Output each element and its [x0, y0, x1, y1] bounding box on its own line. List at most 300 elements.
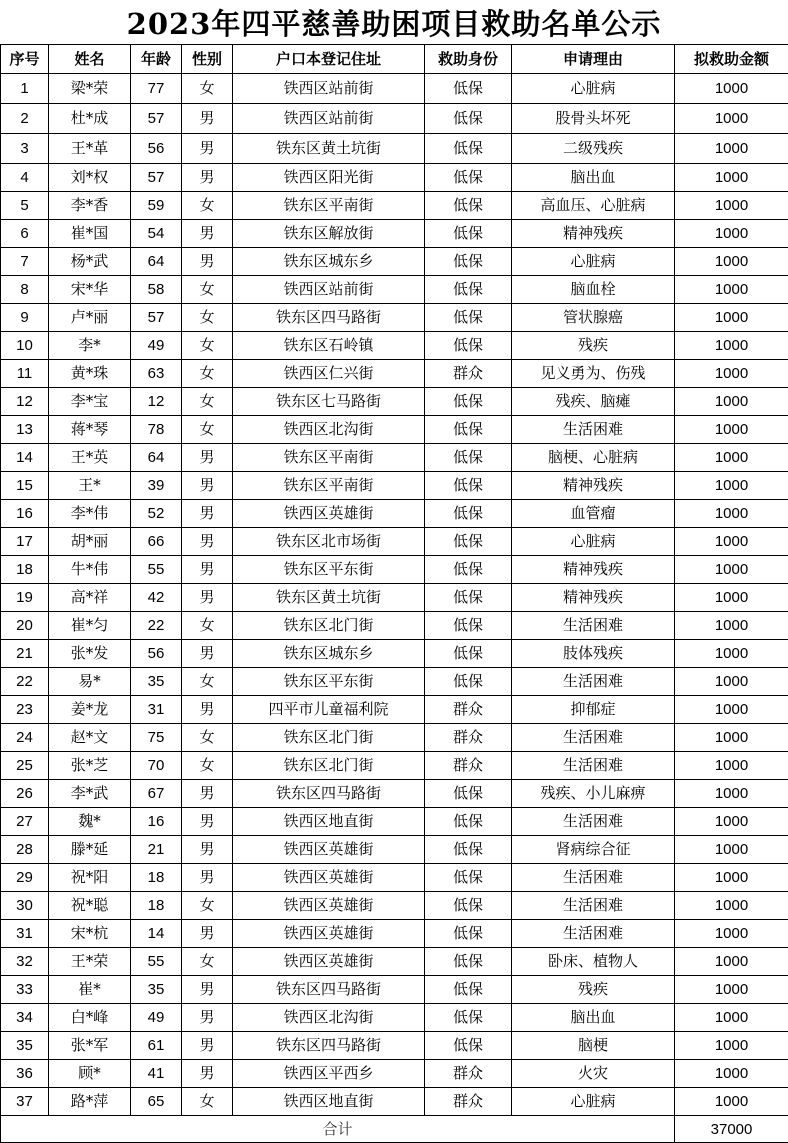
cell-gender: 男	[182, 248, 233, 276]
cell-age: 54	[131, 220, 182, 248]
cell-address: 铁西区平西乡	[233, 1060, 425, 1088]
cell-name: 杜*成	[49, 104, 131, 134]
cell-identity: 低保	[425, 472, 512, 500]
cell-amount: 1000	[675, 556, 788, 584]
cell-age: 61	[131, 1032, 182, 1060]
cell-address: 铁西区站前街	[233, 276, 425, 304]
cell-gender: 男	[182, 1004, 233, 1032]
cell-identity: 群众	[425, 752, 512, 780]
cell-address: 铁东区黄土坑街	[233, 134, 425, 164]
table-row	[1, 472, 788, 500]
cell-name: 胡*丽	[49, 528, 131, 556]
table-body	[1, 74, 788, 1116]
cell-name: 赵*文	[49, 724, 131, 752]
cell-address: 铁东区平南街	[233, 444, 425, 472]
cell-identity: 低保	[425, 304, 512, 332]
cell-gender: 男	[182, 780, 233, 808]
table-row	[1, 332, 788, 360]
cell-name: 祝*阳	[49, 864, 131, 892]
cell-seq: 1	[1, 74, 49, 104]
table-row	[1, 948, 788, 976]
cell-address: 铁西区仁兴街	[233, 360, 425, 388]
table-row	[1, 500, 788, 528]
cell-reason: 脑梗	[512, 1032, 675, 1060]
cell-address: 铁东区黄土坑街	[233, 584, 425, 612]
table-row	[1, 864, 788, 892]
cell-reason: 卧床、植物人	[512, 948, 675, 976]
cell-seq: 22	[1, 668, 49, 696]
cell-amount: 1000	[675, 864, 788, 892]
cell-name: 李*伟	[49, 500, 131, 528]
cell-reason: 残疾	[512, 976, 675, 1004]
cell-amount: 1000	[675, 920, 788, 948]
header-seq: 序号	[1, 45, 49, 74]
cell-seq: 35	[1, 1032, 49, 1060]
cell-seq: 9	[1, 304, 49, 332]
cell-seq: 16	[1, 500, 49, 528]
cell-seq: 4	[1, 164, 49, 192]
cell-address: 铁东区四马路街	[233, 780, 425, 808]
header-row	[1, 45, 788, 74]
cell-amount: 1000	[675, 808, 788, 836]
cell-name: 张*军	[49, 1032, 131, 1060]
cell-gender: 女	[182, 74, 233, 104]
cell-gender: 男	[182, 472, 233, 500]
cell-seq: 11	[1, 360, 49, 388]
cell-amount: 1000	[675, 74, 788, 104]
cell-gender: 女	[182, 668, 233, 696]
cell-address: 铁西区英雄街	[233, 500, 425, 528]
cell-age: 66	[131, 528, 182, 556]
cell-seq: 26	[1, 780, 49, 808]
cell-reason: 残疾、小儿麻痹	[512, 780, 675, 808]
cell-amount: 1000	[675, 1032, 788, 1060]
cell-amount: 1000	[675, 276, 788, 304]
cell-reason: 肾病综合征	[512, 836, 675, 864]
cell-identity: 低保	[425, 836, 512, 864]
cell-seq: 2	[1, 104, 49, 134]
cell-reason: 高血压、心脏病	[512, 192, 675, 220]
cell-amount: 1000	[675, 444, 788, 472]
cell-age: 55	[131, 948, 182, 976]
cell-address: 铁西区英雄街	[233, 836, 425, 864]
cell-identity: 低保	[425, 1032, 512, 1060]
cell-gender: 男	[182, 556, 233, 584]
cell-identity: 低保	[425, 220, 512, 248]
cell-address: 铁东区城东乡	[233, 640, 425, 668]
cell-gender: 男	[182, 640, 233, 668]
cell-address: 铁西区英雄街	[233, 892, 425, 920]
cell-reason: 生活困难	[512, 752, 675, 780]
cell-reason: 心脏病	[512, 1088, 675, 1116]
cell-amount: 1000	[675, 416, 788, 444]
cell-gender: 男	[182, 696, 233, 724]
cell-age: 35	[131, 668, 182, 696]
cell-reason: 抑郁症	[512, 696, 675, 724]
table-row	[1, 556, 788, 584]
cell-address: 铁西区阳光街	[233, 164, 425, 192]
table-row	[1, 192, 788, 220]
cell-identity: 低保	[425, 1004, 512, 1032]
cell-gender: 女	[182, 948, 233, 976]
cell-reason: 肢体残疾	[512, 640, 675, 668]
cell-name: 李*宝	[49, 388, 131, 416]
cell-reason: 火灾	[512, 1060, 675, 1088]
cell-name: 顾*	[49, 1060, 131, 1088]
cell-gender: 男	[182, 920, 233, 948]
cell-identity: 低保	[425, 864, 512, 892]
cell-gender: 女	[182, 724, 233, 752]
table-row	[1, 612, 788, 640]
cell-reason: 脑出血	[512, 164, 675, 192]
table-row	[1, 1088, 788, 1116]
cell-name: 路*萍	[49, 1088, 131, 1116]
cell-seq: 15	[1, 472, 49, 500]
cell-age: 63	[131, 360, 182, 388]
cell-amount: 1000	[675, 640, 788, 668]
cell-identity: 低保	[425, 556, 512, 584]
cell-age: 42	[131, 584, 182, 612]
cell-name: 姜*龙	[49, 696, 131, 724]
header-address: 户口本登记住址	[233, 45, 425, 74]
cell-address: 铁东区七马路街	[233, 388, 425, 416]
cell-seq: 23	[1, 696, 49, 724]
cell-gender: 女	[182, 276, 233, 304]
cell-reason: 血管瘤	[512, 500, 675, 528]
cell-amount: 1000	[675, 500, 788, 528]
cell-gender: 女	[182, 332, 233, 360]
cell-amount: 1000	[675, 696, 788, 724]
cell-amount: 1000	[675, 892, 788, 920]
cell-identity: 低保	[425, 248, 512, 276]
cell-seq: 34	[1, 1004, 49, 1032]
cell-name: 崔*国	[49, 220, 131, 248]
cell-address: 铁东区平南街	[233, 192, 425, 220]
cell-address: 铁东区北门街	[233, 752, 425, 780]
cell-address: 铁西区地直街	[233, 1088, 425, 1116]
cell-reason: 生活困难	[512, 416, 675, 444]
table-row	[1, 134, 788, 164]
cell-name: 王*革	[49, 134, 131, 164]
cell-name: 张*芝	[49, 752, 131, 780]
cell-name: 王*	[49, 472, 131, 500]
table-row	[1, 74, 788, 104]
table-row	[1, 104, 788, 134]
cell-reason: 脑血栓	[512, 276, 675, 304]
cell-identity: 低保	[425, 612, 512, 640]
cell-amount: 1000	[675, 528, 788, 556]
cell-amount: 1000	[675, 780, 788, 808]
cell-reason: 残疾、脑瘫	[512, 388, 675, 416]
cell-name: 崔*	[49, 976, 131, 1004]
cell-identity: 低保	[425, 388, 512, 416]
table-row	[1, 220, 788, 248]
cell-reason: 精神残疾	[512, 584, 675, 612]
table-row	[1, 1004, 788, 1032]
cell-age: 56	[131, 134, 182, 164]
cell-gender: 男	[182, 976, 233, 1004]
table-row	[1, 276, 788, 304]
cell-reason: 精神残疾	[512, 556, 675, 584]
table-row	[1, 724, 788, 752]
cell-gender: 女	[182, 416, 233, 444]
cell-reason: 生活困难	[512, 612, 675, 640]
table-row	[1, 1060, 788, 1088]
cell-gender: 女	[182, 752, 233, 780]
cell-name: 王*英	[49, 444, 131, 472]
cell-age: 56	[131, 640, 182, 668]
cell-name: 刘*权	[49, 164, 131, 192]
table-row	[1, 584, 788, 612]
cell-age: 67	[131, 780, 182, 808]
table-row	[1, 1032, 788, 1060]
cell-amount: 1000	[675, 976, 788, 1004]
cell-identity: 低保	[425, 192, 512, 220]
cell-name: 杨*武	[49, 248, 131, 276]
cell-name: 黄*珠	[49, 360, 131, 388]
table-row	[1, 164, 788, 192]
cell-seq: 3	[1, 134, 49, 164]
cell-reason: 股骨头坏死	[512, 104, 675, 134]
cell-identity: 低保	[425, 500, 512, 528]
table-row	[1, 920, 788, 948]
cell-name: 卢*丽	[49, 304, 131, 332]
cell-amount: 1000	[675, 1060, 788, 1088]
cell-identity: 群众	[425, 1088, 512, 1116]
cell-age: 12	[131, 388, 182, 416]
cell-seq: 18	[1, 556, 49, 584]
table-row	[1, 388, 788, 416]
cell-identity: 低保	[425, 948, 512, 976]
header-reason: 申请理由	[512, 45, 675, 74]
cell-age: 77	[131, 74, 182, 104]
cell-seq: 14	[1, 444, 49, 472]
cell-identity: 群众	[425, 1060, 512, 1088]
cell-seq: 36	[1, 1060, 49, 1088]
cell-reason: 心脏病	[512, 248, 675, 276]
cell-address: 铁西区站前街	[233, 104, 425, 134]
table-row	[1, 976, 788, 1004]
cell-identity: 低保	[425, 164, 512, 192]
cell-address: 铁西区英雄街	[233, 864, 425, 892]
cell-gender: 女	[182, 612, 233, 640]
cell-amount: 1000	[675, 360, 788, 388]
cell-reason: 脑出血	[512, 1004, 675, 1032]
cell-seq: 29	[1, 864, 49, 892]
cell-seq: 25	[1, 752, 49, 780]
cell-amount: 1000	[675, 724, 788, 752]
page-title: 2023年四平慈善助困项目救助名单公示	[0, 0, 788, 44]
cell-amount: 1000	[675, 836, 788, 864]
cell-amount: 1000	[675, 752, 788, 780]
cell-identity: 低保	[425, 640, 512, 668]
table-row	[1, 304, 788, 332]
cell-gender: 男	[182, 220, 233, 248]
cell-address: 铁西区英雄街	[233, 920, 425, 948]
cell-amount: 1000	[675, 1004, 788, 1032]
table-row	[1, 640, 788, 668]
cell-name: 张*发	[49, 640, 131, 668]
cell-age: 65	[131, 1088, 182, 1116]
cell-name: 梁*荣	[49, 74, 131, 104]
cell-age: 18	[131, 892, 182, 920]
cell-identity: 低保	[425, 920, 512, 948]
cell-address: 铁西区地直街	[233, 808, 425, 836]
cell-age: 31	[131, 696, 182, 724]
cell-gender: 女	[182, 192, 233, 220]
cell-reason: 生活困难	[512, 724, 675, 752]
cell-name: 易*	[49, 668, 131, 696]
cell-seq: 17	[1, 528, 49, 556]
cell-gender: 女	[182, 1088, 233, 1116]
table-row	[1, 360, 788, 388]
table-row	[1, 248, 788, 276]
cell-reason: 生活困难	[512, 808, 675, 836]
cell-reason: 生活困难	[512, 892, 675, 920]
cell-reason: 心脏病	[512, 74, 675, 104]
cell-seq: 24	[1, 724, 49, 752]
cell-address: 铁东区北市场街	[233, 528, 425, 556]
cell-amount: 1000	[675, 584, 788, 612]
cell-reason: 生活困难	[512, 668, 675, 696]
cell-age: 14	[131, 920, 182, 948]
cell-identity: 低保	[425, 444, 512, 472]
table-row	[1, 668, 788, 696]
cell-address: 铁东区平东街	[233, 556, 425, 584]
cell-age: 57	[131, 304, 182, 332]
cell-age: 57	[131, 104, 182, 134]
cell-seq: 12	[1, 388, 49, 416]
cell-gender: 男	[182, 836, 233, 864]
cell-age: 70	[131, 752, 182, 780]
cell-seq: 7	[1, 248, 49, 276]
cell-address: 铁东区四马路街	[233, 304, 425, 332]
cell-age: 55	[131, 556, 182, 584]
cell-amount: 1000	[675, 388, 788, 416]
table-row	[1, 528, 788, 556]
cell-reason: 心脏病	[512, 528, 675, 556]
cell-age: 49	[131, 332, 182, 360]
cell-identity: 群众	[425, 360, 512, 388]
cell-name: 崔*匀	[49, 612, 131, 640]
header-name: 姓名	[49, 45, 131, 74]
cell-name: 魏*	[49, 808, 131, 836]
cell-seq: 8	[1, 276, 49, 304]
cell-identity: 低保	[425, 668, 512, 696]
cell-amount: 1000	[675, 304, 788, 332]
cell-age: 18	[131, 864, 182, 892]
table-row	[1, 696, 788, 724]
cell-age: 75	[131, 724, 182, 752]
total-label: 合计	[1, 1116, 675, 1143]
cell-age: 78	[131, 416, 182, 444]
cell-address: 铁西区北沟街	[233, 416, 425, 444]
cell-address: 铁东区北门街	[233, 724, 425, 752]
cell-gender: 男	[182, 1060, 233, 1088]
cell-seq: 33	[1, 976, 49, 1004]
cell-amount: 1000	[675, 668, 788, 696]
cell-age: 52	[131, 500, 182, 528]
cell-name: 牛*伟	[49, 556, 131, 584]
cell-seq: 31	[1, 920, 49, 948]
cell-age: 59	[131, 192, 182, 220]
cell-name: 李*香	[49, 192, 131, 220]
cell-identity: 群众	[425, 724, 512, 752]
cell-age: 41	[131, 1060, 182, 1088]
cell-reason: 生活困难	[512, 920, 675, 948]
cell-address: 铁西区英雄街	[233, 948, 425, 976]
cell-identity: 低保	[425, 808, 512, 836]
cell-amount: 1000	[675, 192, 788, 220]
cell-age: 49	[131, 1004, 182, 1032]
cell-gender: 男	[182, 164, 233, 192]
cell-name: 王*荣	[49, 948, 131, 976]
cell-address: 铁西区站前街	[233, 74, 425, 104]
cell-amount: 1000	[675, 948, 788, 976]
cell-age: 64	[131, 248, 182, 276]
cell-gender: 男	[182, 808, 233, 836]
cell-seq: 13	[1, 416, 49, 444]
cell-identity: 低保	[425, 276, 512, 304]
cell-seq: 30	[1, 892, 49, 920]
cell-amount: 1000	[675, 332, 788, 360]
header-identity: 救助身份	[425, 45, 512, 74]
cell-reason: 精神残疾	[512, 220, 675, 248]
table-row	[1, 752, 788, 780]
cell-address: 铁东区平东街	[233, 668, 425, 696]
cell-amount: 1000	[675, 472, 788, 500]
cell-gender: 男	[182, 104, 233, 134]
cell-age: 16	[131, 808, 182, 836]
header-amount: 拟救助金额	[675, 45, 788, 74]
cell-gender: 女	[182, 304, 233, 332]
cell-identity: 群众	[425, 696, 512, 724]
cell-address: 四平市儿童福利院	[233, 696, 425, 724]
cell-name: 李*	[49, 332, 131, 360]
cell-reason: 管状腺癌	[512, 304, 675, 332]
table-row	[1, 808, 788, 836]
cell-age: 39	[131, 472, 182, 500]
cell-address: 铁东区平南街	[233, 472, 425, 500]
cell-age: 21	[131, 836, 182, 864]
cell-identity: 低保	[425, 134, 512, 164]
cell-gender: 男	[182, 528, 233, 556]
cell-age: 58	[131, 276, 182, 304]
total-amount: 37000	[675, 1116, 788, 1143]
cell-gender: 男	[182, 864, 233, 892]
cell-identity: 低保	[425, 104, 512, 134]
cell-age: 64	[131, 444, 182, 472]
table-row	[1, 892, 788, 920]
cell-age: 57	[131, 164, 182, 192]
cell-reason: 生活困难	[512, 864, 675, 892]
cell-name: 宋*杭	[49, 920, 131, 948]
cell-seq: 28	[1, 836, 49, 864]
table-row	[1, 416, 788, 444]
cell-address: 铁东区北门街	[233, 612, 425, 640]
cell-seq: 6	[1, 220, 49, 248]
cell-gender: 女	[182, 892, 233, 920]
header-gender: 性别	[182, 45, 233, 74]
table-row	[1, 444, 788, 472]
cell-identity: 低保	[425, 584, 512, 612]
cell-address: 铁东区四马路街	[233, 1032, 425, 1060]
cell-seq: 21	[1, 640, 49, 668]
cell-gender: 女	[182, 388, 233, 416]
cell-gender: 男	[182, 134, 233, 164]
cell-reason: 见义勇为、伤残	[512, 360, 675, 388]
cell-identity: 低保	[425, 332, 512, 360]
